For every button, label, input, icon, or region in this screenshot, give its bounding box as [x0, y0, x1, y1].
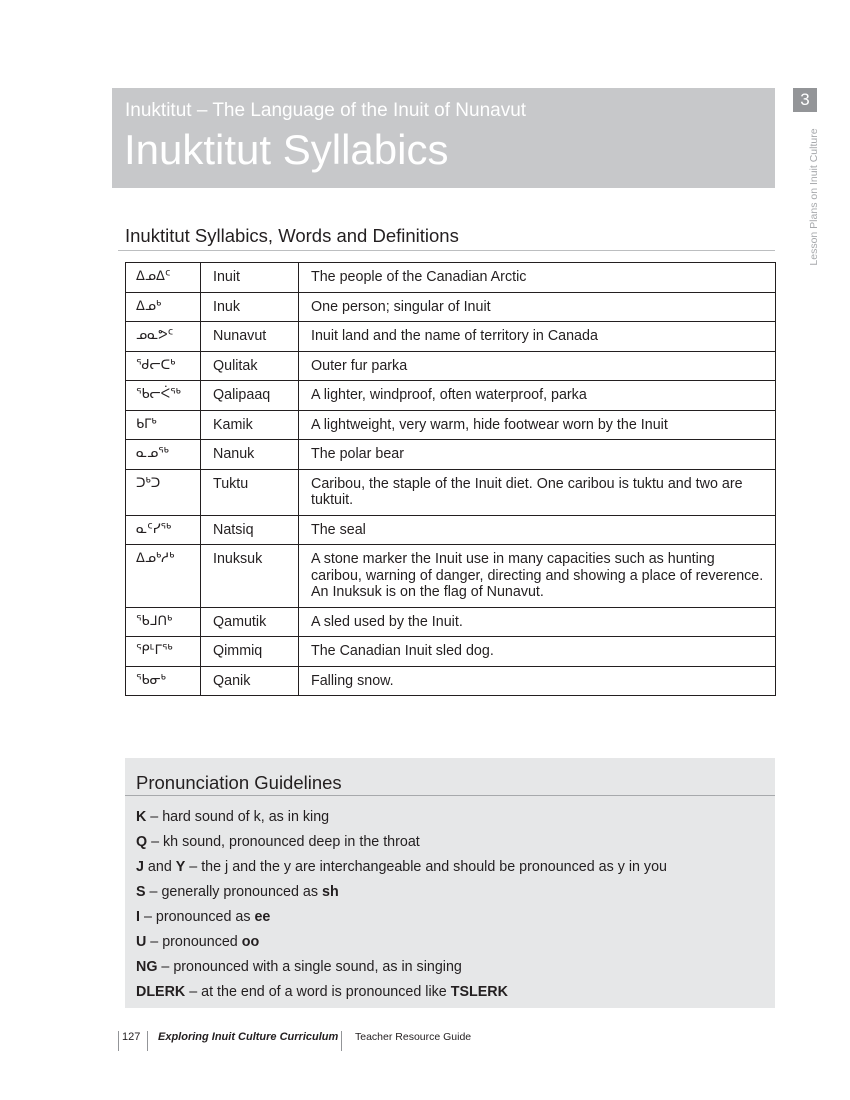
pronunciation-key: NG [136, 959, 158, 975]
guide-label: Teacher Resource Guide [355, 1031, 472, 1043]
word-cell: Qulitak [201, 351, 299, 381]
pronunciation-key: sh [322, 884, 339, 900]
definition-cell: One person; singular of Inuit [299, 292, 776, 322]
syllabics-cell: ᖃᓕᐹᖅ [126, 381, 201, 411]
pronunciation-line [136, 809, 329, 825]
syllabics-cell: ᖁᓕᑕᒃ [126, 351, 201, 381]
table-row [126, 381, 776, 411]
pronunciation-key: Q [136, 834, 148, 850]
pronunciation-key: I [136, 909, 140, 925]
table-row [126, 666, 776, 696]
word-cell: Tuktu [201, 469, 299, 515]
page-title: Inuktitut Syllabics [124, 126, 449, 173]
pronunciation-box [125, 758, 775, 1008]
running-title: Lesson Plans on Inuit Culture [808, 128, 820, 266]
word-cell: Natsiq [201, 515, 299, 545]
pronunciation-text: – hard sound of k, as in king [146, 809, 330, 825]
definition-cell: A sled used by the Inuit. [299, 607, 776, 637]
pronunciation-text: and [143, 859, 176, 875]
pronunciation-key: TSLERK [450, 984, 508, 1000]
pronunciation-key: U [136, 934, 147, 950]
definition-cell: A lighter, windproof, often waterproof, parka [299, 381, 776, 411]
vocabulary-table-body [126, 263, 776, 696]
definition-cell: A lightweight, very warm, hide footwear worn by the Inuit [299, 410, 776, 440]
pronunciation-line [136, 959, 462, 975]
vocabulary-table [125, 262, 776, 696]
syllabics-cell: ᑐᒃᑐ [126, 469, 201, 515]
pronunciation-text: – generally pronounced as [145, 884, 322, 900]
definition-cell: Falling snow. [299, 666, 776, 696]
table-row [126, 515, 776, 545]
pronunciation-key: DLERK [136, 984, 186, 1000]
word-cell: Inuit [201, 263, 299, 293]
word-cell: Qanik [201, 666, 299, 696]
definition-cell: Caribou, the staple of the Inuit diet. One caribou is tuktu and two are tuktuit. [299, 469, 776, 515]
table-row [126, 440, 776, 470]
syllabics-cell: ᓇᓄᖅ [126, 440, 201, 470]
table-row [126, 545, 776, 608]
table-row [126, 469, 776, 515]
table-row [126, 607, 776, 637]
definition-cell: The polar bear [299, 440, 776, 470]
chapter-number-badge: 3 [793, 88, 817, 112]
page-number: 127 [122, 1031, 141, 1043]
pronunciation-text: – pronounced as [139, 909, 255, 925]
pronunciation-text: – pronounced with a single sound, as in singing [157, 959, 462, 975]
syllabics-cell: ᖃᒧᑎᒃ [126, 607, 201, 637]
pronunciation-key: oo [241, 934, 260, 950]
syllabics-cell: ᑲᒥᒃ [126, 410, 201, 440]
pronunciation-text: – pronounced [146, 934, 242, 950]
pronunciation-line [136, 859, 667, 875]
word-cell: Inuk [201, 292, 299, 322]
pronunciation-key: S [136, 884, 146, 900]
definition-cell: The Canadian Inuit sled dog. [299, 637, 776, 667]
pronunciation-text: – kh sound, pronounced deep in the throat [147, 834, 420, 850]
footer-divider-left [118, 1031, 119, 1051]
syllabics-cell: ᐃᓄᒃ [126, 292, 201, 322]
pronunciation-line [136, 909, 270, 925]
definition-cell: Outer fur parka [299, 351, 776, 381]
table-row [126, 351, 776, 381]
footer-divider-middle [147, 1031, 148, 1051]
table-row [126, 263, 776, 293]
footer-divider-right [341, 1031, 342, 1051]
header-subtitle: Inuktitut – The Language of the Inuit of Nunavut [125, 100, 527, 121]
section-divider [118, 250, 775, 251]
pronunciation-text: – the j and the y are interchangeable and should be pronounced as y in you [185, 859, 667, 875]
word-cell: Qimmiq [201, 637, 299, 667]
syllabics-cell: ᖃᓂᒃ [126, 666, 201, 696]
pronunciation-divider [125, 795, 775, 796]
pronunciation-key: Y [175, 859, 186, 875]
pronunciation-text: – at the end of a word is pronounced like [185, 984, 451, 1000]
definition-cell: A stone marker the Inuit use in many capacities such as hunting caribou, warning of danger, directing and showing a place of reverence. An Inuksuk is on the flag of Nunavut. [299, 545, 776, 608]
section-title: Inuktitut Syllabics, Words and Definitions [125, 225, 459, 246]
word-cell: Kamik [201, 410, 299, 440]
book-title: Exploring Inuit Culture Curriculum [158, 1031, 339, 1043]
table-row [126, 637, 776, 667]
pronunciation-line [136, 884, 339, 900]
pronunciation-line [136, 934, 259, 950]
word-cell: Qalipaaq [201, 381, 299, 411]
pronunciation-title: Pronunciation Guidelines [136, 772, 342, 793]
definition-cell: The people of the Canadian Arctic [299, 263, 776, 293]
syllabics-cell: ᓄᓇᕗᑦ [126, 322, 201, 352]
syllabics-cell: ᐃᓄᐃᑦ [126, 263, 201, 293]
pronunciation-line [136, 834, 420, 850]
definition-cell: The seal [299, 515, 776, 545]
table-row [126, 322, 776, 352]
pronunciation-line [136, 984, 508, 1000]
table-row [126, 292, 776, 322]
header-band [112, 88, 775, 188]
pronunciation-key: J [136, 859, 144, 875]
table-row [126, 410, 776, 440]
pronunciation-key: K [136, 809, 147, 825]
definition-cell: Inuit land and the name of territory in Canada [299, 322, 776, 352]
syllabics-cell: ᓇᑦᓯᖅ [126, 515, 201, 545]
word-cell: Nanuk [201, 440, 299, 470]
word-cell: Nunavut [201, 322, 299, 352]
syllabics-cell: ᐃᓄᒃᓱᒃ [126, 545, 201, 608]
syllabics-cell: ᕿᒻᒥᖅ [126, 637, 201, 667]
word-cell: Inuksuk [201, 545, 299, 608]
pronunciation-key: ee [254, 909, 271, 925]
word-cell: Qamutik [201, 607, 299, 637]
